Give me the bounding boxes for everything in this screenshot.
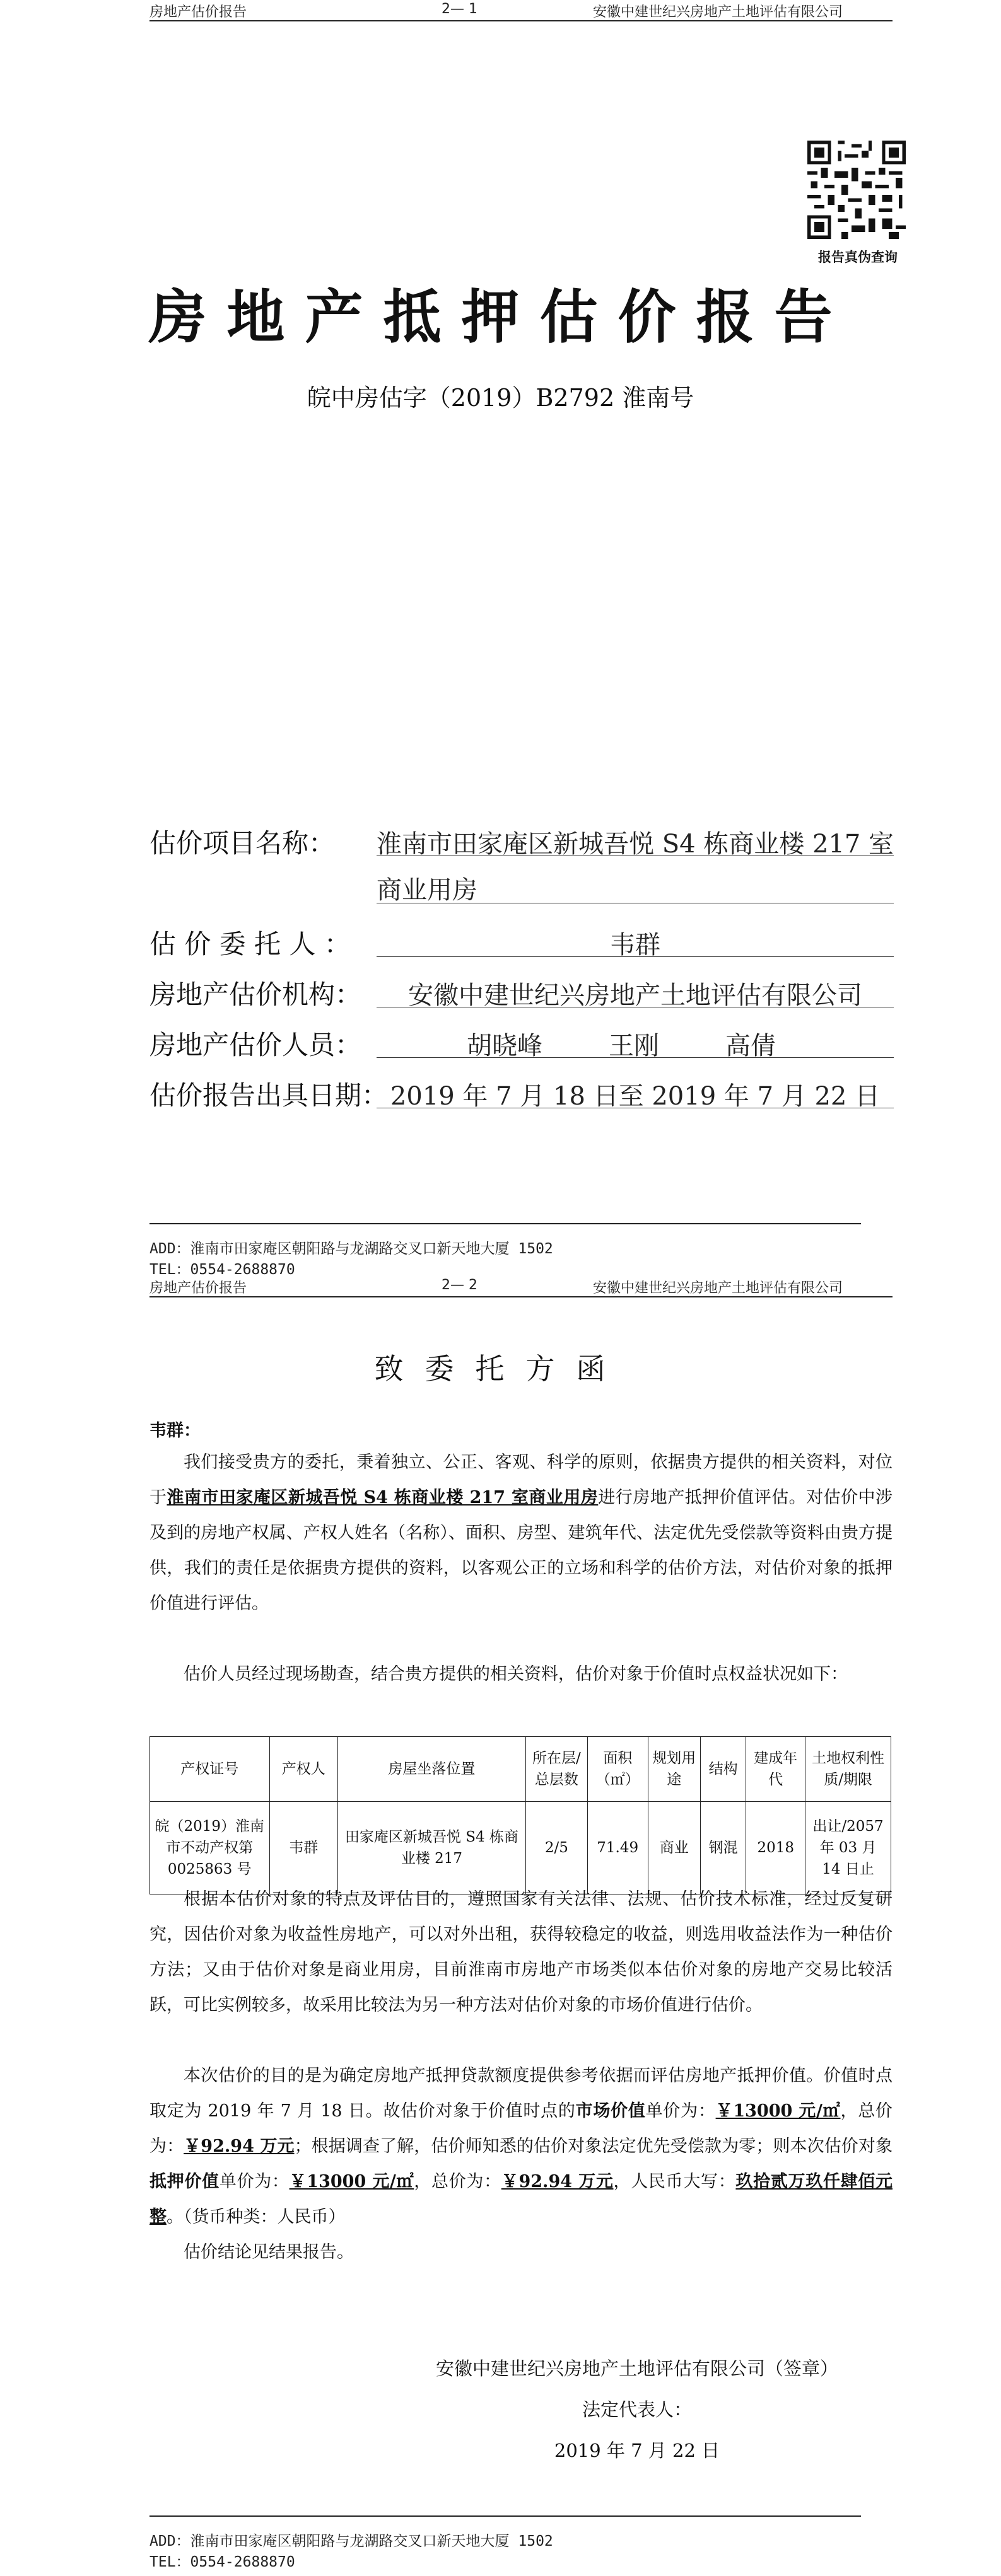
page2-footer-tel: TEL：0554-2688870 (149, 2554, 295, 2570)
use-cell: 商业 (648, 1802, 700, 1894)
page1-header-page: 2— 1 (442, 1, 477, 17)
mortgage-total-price: ￥92.94 万元 (501, 2172, 614, 2191)
year-cell: 2018 (746, 1802, 805, 1894)
project-name-line1: 淮南市田家庵区新城吾悦 S4 栋商业楼 217 室 (377, 830, 894, 859)
client-underline (377, 956, 894, 957)
paragraph-1: 我们接受贵方的委托，秉着独立、公正、客观、科学的原则，依据贵方提供的相关资料，对位于淮南市田家庵区新城吾悦 S4 栋商业楼 217 室商业用房进行房地产抵押价值评估。对估价中涉及到的房地产权属、产权人姓名（名称）、面积、房型、建筑年代、法定优先受偿款等资料由贵方提供，我们的责任是依据贵方提供的资料，以客观公正的立场和科学的估价方法，对估价对象的抵押价值进行评估。 (149, 1453, 893, 1613)
table-header-cell: 土地权利性质/期限 (805, 1737, 891, 1802)
table-header-cell: 结构 (700, 1737, 746, 1802)
page1-footer-tel: TEL：0554-2688870 (149, 1262, 295, 1278)
qr-code-icon[interactable] (807, 141, 906, 239)
qr-caption: 报告真伪查询 (818, 250, 898, 265)
report-number: 皖中房估字（2019）B2792 淮南号 (307, 384, 694, 412)
project-name-label: 估价项目名称： (149, 828, 336, 859)
letter-title: 致委托方函 (374, 1352, 627, 1386)
location-cell: 田家庵区新城吾悦 S4 栋商业楼 217 (337, 1802, 525, 1894)
report-title: 房地产抵押估价报告 (148, 284, 853, 351)
owner-cell: 韦群 (269, 1802, 337, 1894)
salutation: 韦群： (149, 1421, 201, 1441)
structure-cell: 钢混 (700, 1802, 746, 1894)
page2-header-page: 2— 2 (442, 1277, 477, 1293)
table-header-cell: 房屋坐落位置 (337, 1737, 525, 1802)
client-label: 估 价 委 托 人 ： (149, 929, 351, 960)
client-name: 韦群 (610, 931, 660, 960)
land-rights-cell: 出让/2057 年 03 月 14 日止 (805, 1802, 891, 1894)
mortgage-value-label: 抵押价值 (149, 2172, 220, 2191)
cert-number-cell: 皖（2019）淮南市不动产权第 0025863 号 (150, 1802, 270, 1894)
project-name-line2: 商业用房 (377, 876, 477, 905)
appraiser-3: 高倩 (725, 1031, 776, 1060)
market-total-price: ￥92.94 万元 (184, 2137, 295, 2156)
table-row (150, 1802, 891, 1894)
page1-header-left: 房地产估价报告 (149, 4, 247, 20)
page2-header-rule (149, 1296, 893, 1297)
table-header-cell: 产权证号 (150, 1737, 270, 1802)
table-header-cell: 面积（㎡） (587, 1737, 648, 1802)
appraiser-2: 王刚 (609, 1031, 659, 1060)
paragraph-4: 本次估价的目的是为确定房地产抵押贷款额度提供参考依据而评估房地产抵押价值。价值时点取定为 2019 年 7 月 18 日。故估价对象于价值时点的市场价值单价为：￥13000 元/㎡，总价为：￥92.94 万元；根据调查了解，估价师知悉的估价对象法定优先受偿款为零；则本次估价对象抵押价值单价为：￥13000 元/㎡，总价为：￥92.94 万元，人民币大写：玖拾贰万玖仟肆佰元整。（货币种类：人民币） (149, 2066, 893, 2227)
signature-date: 2019 年 7 月 22 日 (554, 2440, 720, 2461)
floor-cell: 2/5 (525, 1802, 587, 1894)
paragraph-5: 估价结论见结果报告。 (184, 2242, 354, 2262)
org-label: 房地产估价机构： (149, 979, 362, 1010)
amount-in-words: 玖拾贰万玖仟肆佰元整 (149, 2172, 893, 2227)
market-unit-price: ￥13000 元/㎡ (715, 2101, 841, 2121)
market-value-label: 市场价值 (575, 2101, 646, 2121)
report-date-label: 估价报告出具日期： (149, 1080, 389, 1111)
org-name: 安徽中建世纪兴房地产土地评估有限公司 (408, 981, 862, 1010)
page1-footer-rule (149, 1223, 861, 1224)
page2-footer-address: ADD：淮南市田家庵区朝阳路与龙湖路交叉口新天地大厦 1502 (149, 2533, 553, 2550)
page1-footer-address: ADD：淮南市田家庵区朝阳路与龙湖路交叉口新天地大厦 1502 (149, 1241, 553, 1257)
table-header-cell: 所在层/总层数 (525, 1737, 587, 1802)
area-cell: 71.49 (587, 1802, 648, 1894)
appraisers-underline (377, 1057, 894, 1058)
signature-representative: 法定代表人： (582, 2399, 692, 2420)
report-date: 2019 年 7 月 18 日至 2019 年 7 月 22 日 (390, 1082, 881, 1111)
signature-company: 安徽中建世纪兴房地产土地评估有限公司（签章） (435, 2358, 838, 2379)
paragraph-3: 根据本估价对象的特点及评估目的，遵照国家有关法律、法规、估价技术标准，经过反复研究，因估价对象为收益性房地产，可以对外出租，获得较稳定的收益，则选用收益法作为一种估价方法；又由于估价对象是商业用房，目前淮南市房地产市场类似本估价对象的房地产交易比较活跃，可比实例较多，故采用比较法为另一种方法对估价对象的市场价值进行估价。 (149, 1889, 893, 2015)
paragraph-2: 估价人员经过现场勘查，结合贵方提供的相关资料，估价对象于价值时点权益状况如下： (184, 1664, 848, 1684)
property-address: 淮南市田家庵区新城吾悦 S4 栋商业楼 217 室商业用房 (167, 1488, 599, 1507)
table-header-row (150, 1737, 891, 1802)
page2-header-left: 房地产估价报告 (149, 1280, 247, 1296)
table-header-cell: 规划用途 (648, 1737, 700, 1802)
page1-header-rule (149, 20, 893, 21)
page1-header-right: 安徽中建世纪兴房地产土地评估有限公司 (593, 4, 843, 20)
table-header-cell: 建成年代 (746, 1737, 805, 1802)
table-header-cell: 产权人 (269, 1737, 337, 1802)
mortgage-unit-price: ￥13000 元/㎡ (289, 2172, 414, 2191)
appraiser-1: 胡晓峰 (467, 1031, 542, 1060)
appraisers-label: 房地产估价人员： (149, 1030, 362, 1060)
property-rights-table (149, 1736, 891, 1894)
page2-header-right: 安徽中建世纪兴房地产土地评估有限公司 (593, 1280, 843, 1296)
page2-footer-rule (149, 2515, 861, 2517)
